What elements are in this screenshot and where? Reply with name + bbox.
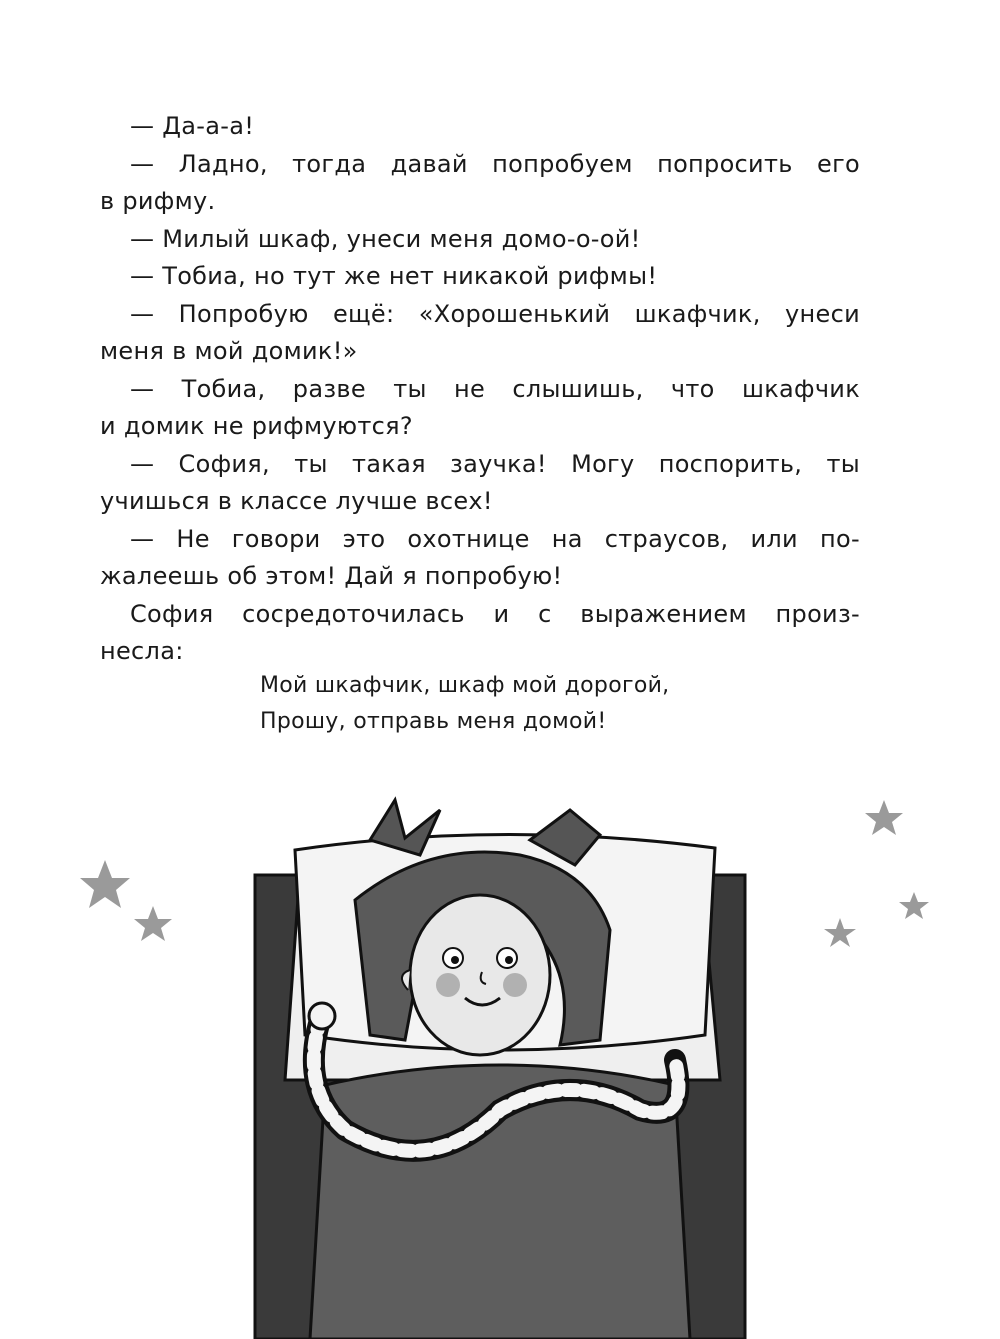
dialogue-line: в рифму.: [100, 187, 216, 215]
dialogue-line: — Да-а-а!: [130, 112, 255, 140]
star-icon: [134, 906, 172, 941]
dialogue-line: — Попробую ещё: «Хорошенький шкафчик, унеси: [130, 299, 860, 328]
dialogue-line: жалеешь об этом! Дай я попробую!: [100, 562, 563, 590]
poem: [260, 668, 669, 740]
dialogue-line: учишься в классе лучше всех!: [100, 487, 493, 515]
girl-in-bed-illustration: [0, 780, 1000, 1339]
dialogue-line: — Милый шкаф, унеси меня домо-о-ой!: [130, 224, 641, 253]
poem-line: Мой шкафчик, шкаф мой дорогой,: [260, 673, 670, 698]
dialogue-line: — София, ты такая заучка! Могу поспорить, ты: [130, 449, 860, 478]
dialogue-line: София сосредоточилась и с выражением произ-: [130, 599, 860, 628]
star-icon: [824, 918, 856, 947]
star-icon: [865, 800, 903, 835]
dialogue-line: и домик не рифмуются?: [100, 412, 413, 440]
dialogue-line: — Тобиа, разве ты не слышишь, что шкафчик: [130, 374, 860, 403]
snake-head: [309, 1003, 335, 1029]
dialogue-text: [100, 108, 860, 671]
star-icon: [80, 860, 130, 908]
dialogue-line: — Не говори это охотнице на страусов, или по-: [130, 524, 860, 553]
dialogue-line: несла:: [100, 637, 184, 665]
dialogue-line: — Ладно, тогда давай попробуем попросить его: [130, 149, 860, 178]
dialogue-line: меня в мой домик!»: [100, 337, 358, 365]
star-icon: [899, 892, 929, 919]
poem-line: Прошу, отправь меня домой!: [260, 709, 607, 734]
dialogue-line: — Тобиа, но тут же нет никакой рифмы!: [130, 262, 658, 290]
